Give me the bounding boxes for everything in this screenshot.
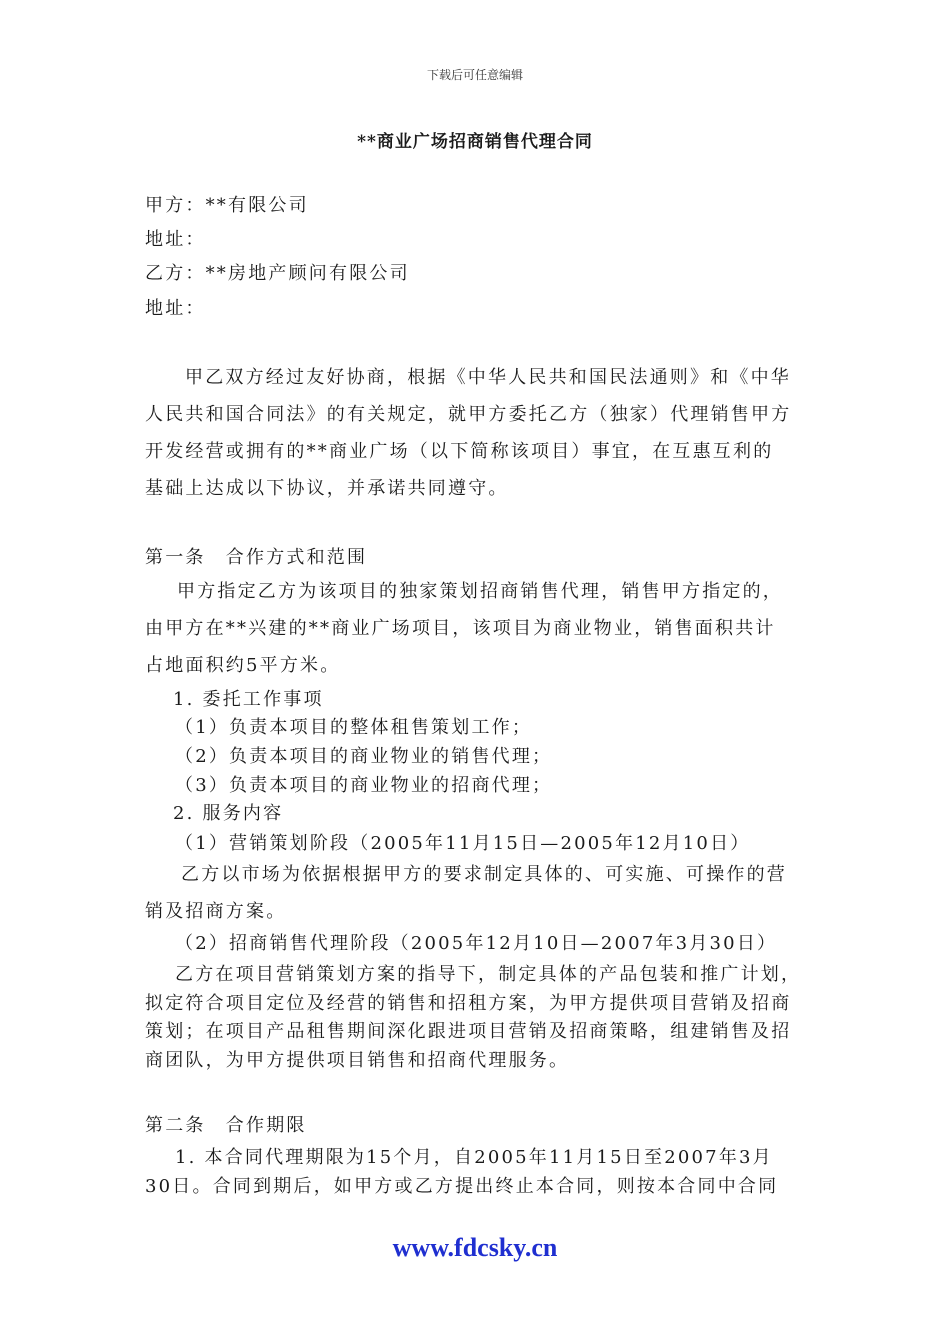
preamble-line: 甲乙双方经过友好协商，根据《中华人民共和国民法通则》和《中华 [185,367,791,388]
footer-url-link[interactable]: www.fdcsky.cn [392,1233,558,1262]
header-note: 下载后可任意编辑 [426,68,523,82]
article1-stage2: （2）招商销售代理阶段（2005年12月10日—2007年3月30日） [175,933,778,954]
article1-item1-sub: （1）负责本项目的整体租售策划工作； [175,717,533,738]
article1-intro-line: 由甲方在**兴建的**商业广场项目，该项目为商业物业，销售面积共计 [145,618,776,639]
article1-heading: 第一条 合作方式和范围 [145,547,368,568]
party-b: 乙方：**房地产顾问有限公司 [145,263,410,284]
party-a: 甲方：**有限公司 [145,195,309,216]
article2-text: 1. 本合同代理期限为15个月，自2005年11月15日至2007年3月 [175,1147,773,1168]
article1-stage2-text: 商团队，为甲方提供项目销售和招商代理服务。 [145,1050,570,1071]
article1-item1-title: 1. 委托工作事项 [173,689,324,710]
preamble-line: 基础上达成以下协议，并承诺共同遵守。 [145,478,509,499]
article1-intro-line: 占地面积约5平方米。 [145,655,341,676]
article1-intro-line: 甲方指定乙方为该项目的独家策划招商销售代理，销售甲方指定的， [177,581,783,602]
preamble-line: 人民共和国合同法》的有关规定，就甲方委托乙方（独家）代理销售甲方 [145,404,792,425]
party-b-address: 地址： [145,298,206,319]
article1-stage2-text: 拟定符合项目定位及经营的销售和招租方案，为甲方提供项目营销及招商 [145,993,792,1014]
article1-stage1-text: 销及招商方案。 [145,901,287,922]
preamble-line: 开发经营或拥有的**商业广场（以下简称该项目）事宜，在互惠互利的 [145,441,774,462]
article1-stage2-text: 乙方在项目营销策划方案的指导下，制定具体的产品包装和推广计划， [175,964,802,985]
document-title: **商业广场招商销售代理合同 [357,132,593,152]
party-a-address: 地址： [145,229,206,250]
article1-item1-sub: （3）负责本项目的商业物业的招商代理； [175,775,553,796]
article1-item1-sub: （2）负责本项目的商业物业的销售代理； [175,746,553,767]
article1-item2-title: 2. 服务内容 [173,803,284,824]
article1-stage2-text: 策划；在项目产品租售期间深化跟进项目营销及招商策略，组建销售及招 [145,1021,792,1042]
article1-stage1: （1）营销策划阶段（2005年11月15日—2005年12月10日） [175,833,751,854]
article2-heading: 第二条 合作期限 [145,1115,307,1136]
article2-text: 30日。合同到期后，如甲方或乙方提出终止本合同，则按本合同中合同 [145,1176,779,1197]
article1-stage1-text: 乙方以市场为依据根据甲方的要求制定具体的、可实施、可操作的营 [181,864,787,885]
